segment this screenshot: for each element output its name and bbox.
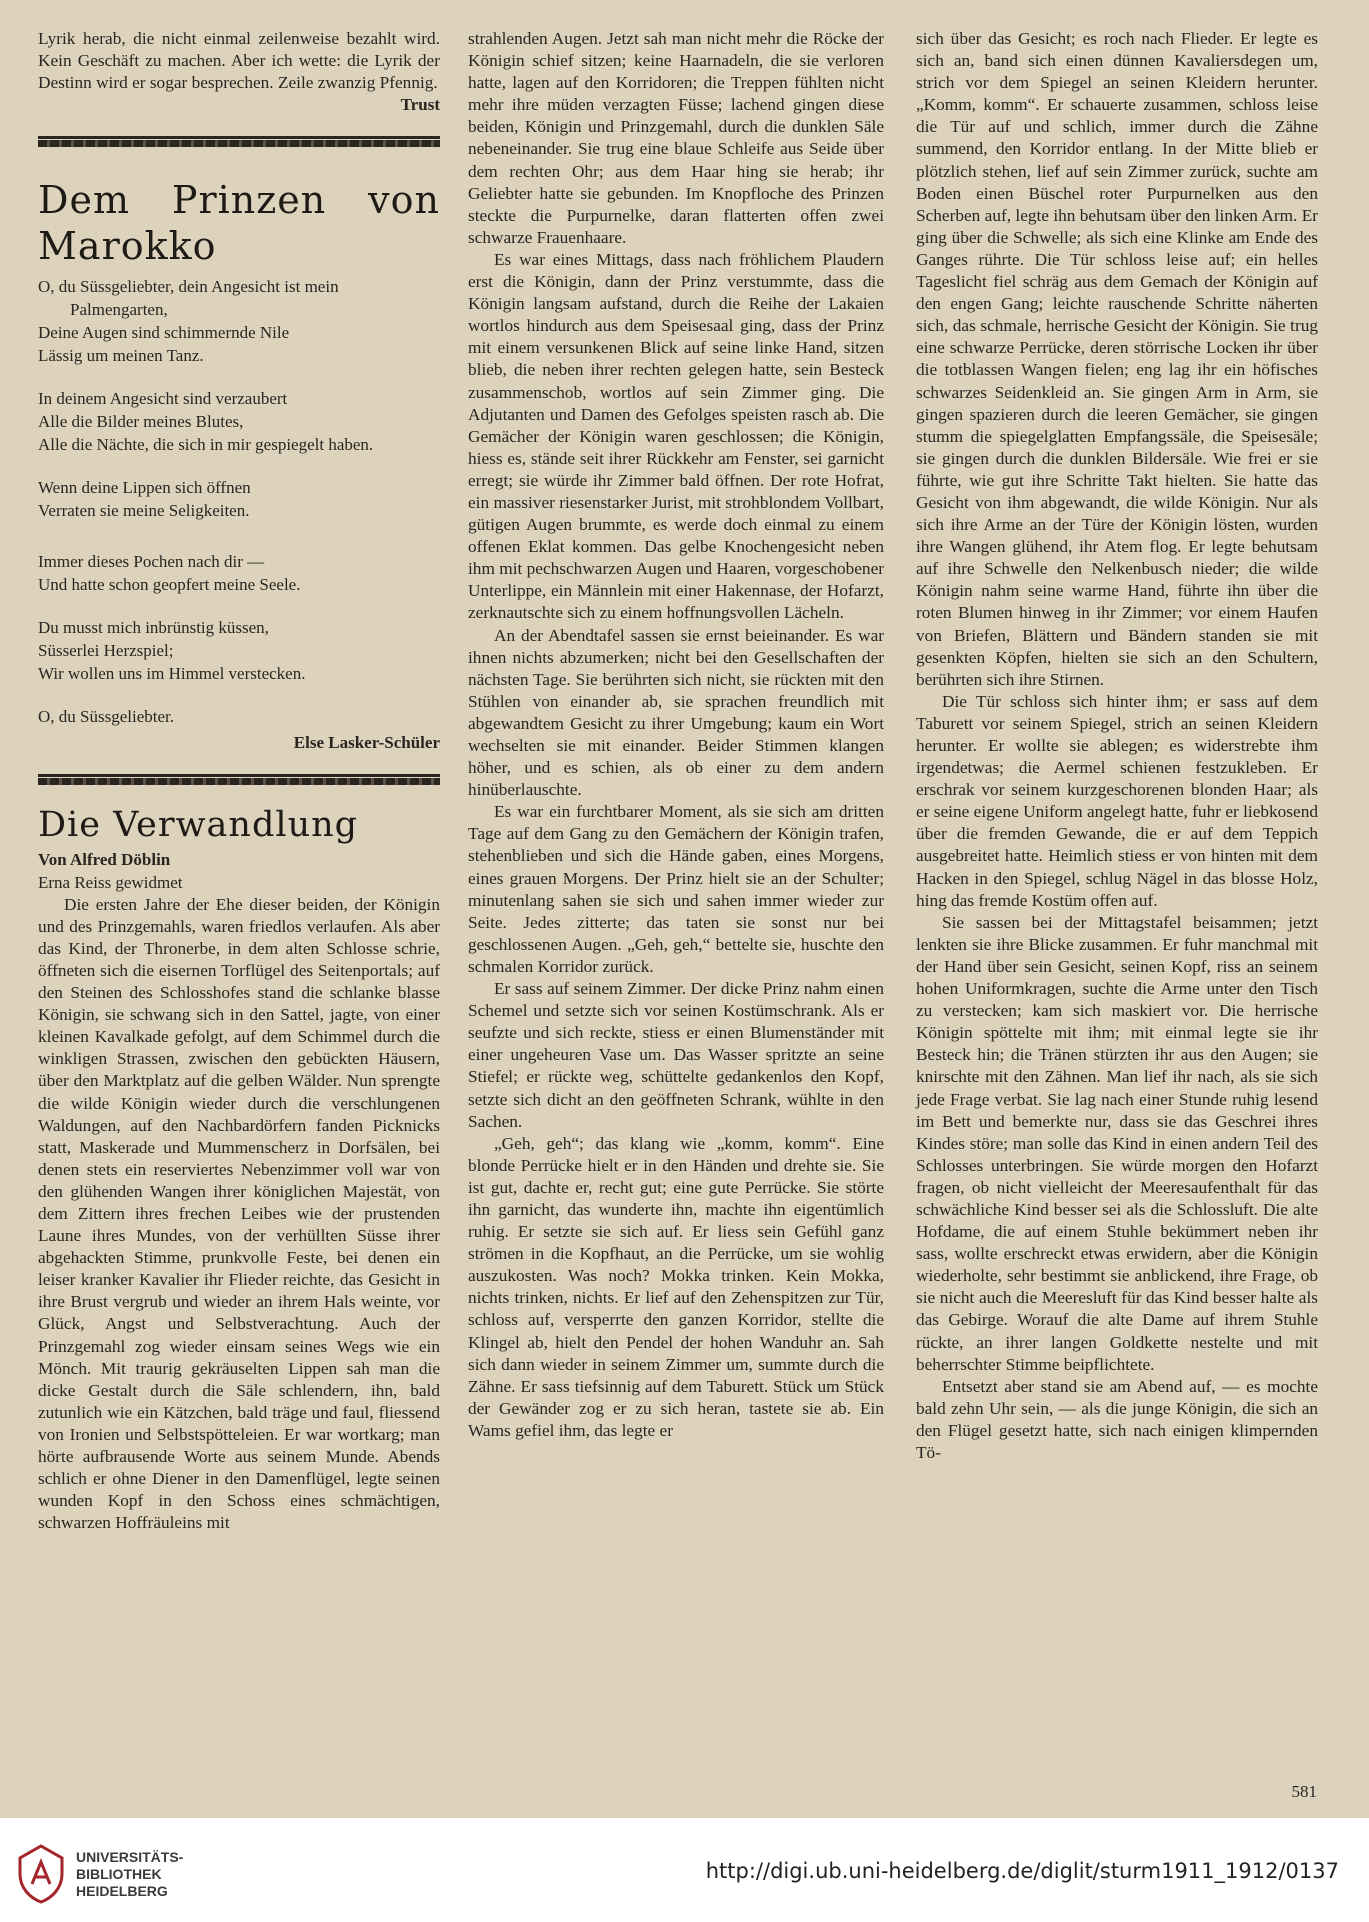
poem-stanza: [38, 550, 440, 596]
section-divider: [38, 136, 440, 147]
poem-line: Immer dieses Pochen nach dir —: [38, 552, 265, 572]
library-name: [76, 1849, 183, 1900]
poem-line: Süsserlei Herzspiel;: [38, 641, 174, 661]
story-paragraph: Sie sassen bei der Mittagstafel beisammen; jetzt lenkten sie ihre Blicke zusammen. Er fuhr manchmal mit der Hand über sein Gesicht, seinen Kopf, riss an seinem hohen Uniformkragen, suchte die Arme unter den Tisch zu verstecken; kam sich maskiert vor. Die herrische Königin spöttelte mit ihm; mit einmal legte sie ihr Besteck hin; die Tränen stürzten ihr aus den Augen; sie knirschte mit den Zähnen. Man lief ihr nach, als sie sich jede Frage verbat. Sie lag nach einer Stunde ruhig lesend im Bett und bemerkte nur, dass sie das Geschrei ihres Kindes störe; man solle das Kind in einen andern Teil des Schlosses unterbringen. Sie würde morgen den Hofarzt fragen, ob nicht vielleicht der Meeresaufenthalt für das schwächliche Kind besser sei als die Schlossluft. Die alte Hofdame, die auf einem Stuhle bekümmert neben ihr sass, wollte erschreckt etwas erwidern, aber die Königin wiederholte, sehr bestimmt sie anblickend, ihre Frage, ob sie nicht auch die Meeresluft für das Kind besser halte als das Gebirge. Worauf die alte Dame auf ihrem Stuhle rückte, an ihrer langen Goldkette nestelte und mit beherrschter Stimme beipflichtete.: [916, 912, 1318, 1374]
column-middle: [468, 28, 884, 1442]
intro-text: Lyrik herab, die nicht einmal zeilenweise bezahlt wird. Kein Geschäft zu machen. Aber ich wette: die Lyrik der Destinn wird er sogar besprechen. Zeile zwanzig Pfennig.: [38, 29, 440, 93]
poem-line: Deine Augen sind schimmernde Nile: [38, 323, 290, 343]
poem-line: Du musst mich inbrünstig küssen,: [38, 618, 269, 638]
intro-signature: Trust: [400, 95, 440, 115]
story-paragraph: Es war ein furchtbarer Moment, als sie sich am dritten Tage auf dem Gang zu den Gemächern der Königin trafen, stehenblieben und sich die Hände gaben, eines Morgens, eines grauen Morgens. Der Prinz hielt sie an der Schulter; minutenlang sahen sie sich und sahen immer wieder zur Seite. Jedes zitterte; das taten sie sonst nur bei geschlossenen Augen. „Geh, geh,“ bettelte sie, huschte den schmalen Korridor zurück.: [468, 802, 884, 976]
poem-line: Und hatte schon geopfert meine Seele.: [38, 575, 301, 595]
university-seal-icon: [18, 1844, 64, 1904]
poem-body: [38, 275, 440, 728]
poem-title: Dem Prinzen von Marokko: [38, 178, 440, 269]
story-dedication: Erna Reiss gewidmet: [38, 872, 183, 892]
poem-author: Else Lasker-Schüler: [293, 733, 440, 753]
poem-line: Wir wollen uns im Himmel verstecken.: [38, 664, 306, 684]
story-paragraph: Die ersten Jahre der Ehe dieser beiden, der Königin und des Prinzgemahls, waren friedlos verlaufen. Als aber das Kind, der Thronerbe, in dem alten Schlosse schrie, öffneten sich die eisernen Torflügel des Seitenportals; auf den Steinen des Schlosshofes stand die schlanke blasse Königin, sie schwang sich in den Sattel, jagte, von einer kleinen Kavalkade gefolgt, auf dem Schimmel durch die winkligen Strassen, zwischen den gebückten Häusern, über den Marktplatz auf die gelben Wälder. Nun sprengte die wilde Königin wieder durch die verschlungenen Waldungen, auf den Nachbardörfern fanden Picknicks statt, Maskerade und Mummenscherz in Dorfsälen, bei denen stets ein reserviertes Nebenzimmer voll war von den glühenden Wangen ihrer königlichen Majestät, von dem Zittern ihres frechen Leibes wie der prustenden Laune ihres Mundes, von der verhüllten Süsse ihrer abgehackten Stimme, prunkvolle Feste, bei denen ein leiser kranker Kavalier ihr Flieder reichte, das Gesicht in ihre Brust vergrub und wieder an ihrem Hals weinte, vor Glück, Angst und Selbstverachtung. Auch der Prinzgemahl zog wieder einsam seines Wegs wie ein Mönch. Mit traurig gekräuselten Lippen sah man die dicke Gestalt durch die Säle schlendern, ihn, bald zutunlich wie ein Kätzchen, bald träge und faul, fliessend von Ironien und Selbstspötteleien. Er war wortkarg; man hörte aufbrausende Worte aus seinem Munde. Abends schlich er ohne Diener in den Damenflügel, legte seinen wunden Kopf in den Schoss eines schmächtigen, schwarzen Hoffräuleins mit: [38, 894, 440, 1533]
story-paragraph: strahlenden Augen. Jetzt sah man nicht mehr die Röcke der Königin schief sitzen; keine Haarnadeln, die sie verloren hatte, lagen auf den Korridoren; die Treppen fühlten nicht mehr ihre müden verzagten Füsse; lachend gingen diese beiden, Königin und Prinzgemahl, durch die dunklen Säle nebeneinander. Sie trug eine blaue Schleife aus Seide über dem rechten Ohr; aus dem Haar hing sie herab; ihr Geliebter hatte sie gebunden. Im Knopfloche des Prinzen steckte die Purpurnelke, daran flatterten offen zwei schwarze Frauenhaare.: [468, 29, 884, 247]
column-right: [916, 28, 1318, 1464]
poem-line: Alle die Bilder meines Blutes,: [38, 412, 244, 432]
column-left: [38, 28, 440, 1534]
story-paragraph: Er sass auf seinem Zimmer. Der dicke Prinz nahm einen Schemel und setzte sich vor seinen Kostümschrank. Als er seufzte und sich reckte, stiess er einen Blumenständer mit einer ungeheuren Vase um. Das Wasser spritzte an seine Stiefel; er rückte weg, schüttelte gedankenlos den Kopf, setzte sich dicht an den geöffneten Schrank, wühlte in den Sachen.: [468, 979, 884, 1131]
library-name-line: UNIVERSITÄTS-: [76, 1849, 184, 1865]
poem-line: O, du Süssgeliebter, dein Angesicht ist mein: [38, 277, 339, 297]
story-paragraph: An der Abendtafel sassen sie ernst beieinander. Es war ihnen nichts abzumerken; nicht bei den Gesellschaften der nächsten Tage. Sie berührten sich nicht, sie rückten mit den Stühlen von einander ab, sie sprachen freundlich mit abgewandtem Gesicht zu ihrer Umgebung; kaum ein Wort wechselten sie mit einander. Beider Stimmen klangen höher, und es schien, als ob einer zu dem andern hinüberlauschte.: [468, 625, 884, 800]
library-name-line: HEIDELBERG: [76, 1883, 168, 1899]
poem-stanza: [38, 476, 440, 522]
story-paragraph: sich über das Gesicht; es roch nach Flieder. Er legte es sich an, band sich einen dünnen Kavaliersdegen um, strich vor dem Spiegel an seinen Kleidern herunter. „Komm, komm“. Er schauerte zusammen, schloss leise die Tür auf und schlich, immer durch die Zähne summend, den Korridor entlang. In der Mitte blieb er plötzlich stehen, lief auf sein Zimmer zurück, suchte am Boden einen Büschel roter Purpurnelken aus den Scherben auf, legte ihn behutsam über den linken Arm. Er ging über die Schwelle; als sich eine Klinke am Ende des Ganges rührte. Die Tür schloss leise auf; ein helles Tageslicht fiel schräg aus dem Gemach der Königin auf den engen Gang; leichte rauschende Schritte näherten sich, das schmale, herrische Gesicht der Königin. Sie trug eine schwarze Perrücke, deren störrische Locken ihr über die totblassen Wangen fielen; eng lag ihr ein höfisches schwarzes Seidenkleid an. Sie gingen Arm in Arm, sie gingen spazieren durch die leeren Gemächer, sie gingen stumm die spiegelglatten Empfangssäle, die Speisesäle; sie gingen durch die dunklen Bildersäle. Wie frei er sie führte, wie gut ihre Schritte Takt hielten. Sie hatte das Gesicht von ihm abgewandt, die wilde Königin. Nur als sich ihre Arme an der Türe der Königin lösten, wurden ihre Wangen glühend, ihr Atem flog. Er legte behutsam auf ihre Schwelle den Nelkenbusch nieder; die wilde Königin nahm seine warme Hand, führte ihn über die roten Blumen hinweg in ihr Zimmer; vor einem Haufen von Briefen, Blättern und Bändern standen sie mit gesenkten Köpfen, hielten sie sich an den Schultern, berührten sich ihre Stirnen.: [916, 29, 1318, 689]
footer-bar: [0, 1818, 1369, 1922]
story-title: Die Verwandlung: [38, 805, 359, 846]
poem-stanza: [38, 705, 440, 728]
story-paragraph: „Geh, geh“; das klang wie „komm, komm“. Eine blonde Perrücke hielt er in den Händen und drehte sie. Sie ist gut, dachte er, recht gut; eine gute Perrücke. Sie störte ihn garnicht, das wunderte ihn, machte ihn eigentümlich ruhig. Er setzte sie sich auf. Er liess sein Gefühl ganz strömen in die Kopfhaut, an die Perrücke, um sie wohlig auszukosten. Was noch? Mokka trinken. Kein Mokka, nichts trinken, nichts. Er lief auf den Zehenspitzen zur Tür, schloss auf, versperrte den ganzen Korridor, stellte die Klingel ab, hielt den Pendel der hohen Wanduhr an. Sah sich dann wieder in seinem Zimmer um, summte durch die Zähne. Er sass tiefsinnig auf dem Taburett. Stück um Stück der Gewänder zog er zu sich heran, tastete sie ab. Ein Wams gefiel ihm, das legte er: [468, 1133, 884, 1440]
story-paragraph: Entsetzt aber stand sie am Abend auf, — es mochte bald zehn Uhr sein, — als die junge Königin, die sich an den Flügel gesetzt hatte, sich nach einigen klimpernden Tö-: [916, 1376, 1318, 1462]
poem-line: Verraten sie meine Seligkeiten.: [38, 501, 250, 521]
source-url-link[interactable]: http://digi.ub.uni-heidelberg.de/diglit/sturm1911_1912/0137: [705, 1859, 1339, 1883]
story-paragraph: Es war eines Mittags, dass nach fröhlichem Plaudern erst die Königin, dann der Prinz verstummte, dass die Königin langsam aufstand, durch die Reihe der Lakaien wortlos hindurch aus dem Speisesaal ging, dass der Prinz mit einem versunkenen Blick auf seine linke Hand, sitzen blieb, die neben ihrer rechten gelegen hatte, sein Besteck zusammenschob, wortlos auf sein Zimmer ging. Die Adjutanten und Damen des Gefolges speisten rasch ab. Die Gemächer der Königin waren geschlossen; die Königin, hiess es, stände seit ihrer Rückkehr am Fenster, sei garnicht erregt; sie würde ihr Zimmer bald öffnen. Der rote Hofrat, ein massiver riesenstarker Jurist, mit strohblondem Vollbart, gütigen Augen brummte, es werde doch einmal zu einem offenen Eklat kommen. Das gelbe Knochengesicht neben ihm mit pechschwarzen Augen und Haaren, vorgeschobener Unterlippe, ein Männlein mit einer Hakennase, der Hofarzt, zerknautschte sich zu einem hoffnungsvollen Lächeln.: [468, 249, 884, 623]
poem-line: Lässig um meinen Tanz.: [38, 346, 204, 366]
poem-stanza: [38, 616, 440, 685]
poem-line: Palmengarten,: [70, 300, 168, 320]
story-author: Von Alfred Döblin: [38, 850, 171, 870]
poem-line: Alle die Nächte, die sich in mir gespiegelt haben.: [38, 435, 374, 455]
story-paragraph: Die Tür schloss sich hinter ihm; er sass auf dem Taburett vor seinem Spiegel, strich an seinen Kleidern herunter. Er wollte sie ablegen; es widerstrebte ihm irgendetwas; die Aermel schienen festzukleben. Er erschrak vor seinem kurzgeschorenen blonden Haar; als er seine eigene Uniform angelegt hatte, fuhr er liebkosend über die fremden Gewande, die er auf dem Teppich ausgebreitet hatte. Heimlich stiess er von hinten mit dem Hacken in den Spiegel, schlug Nägel in das blosse Holz, hing das fremde Kostüm offen auf.: [916, 691, 1318, 910]
poem-stanza: [38, 275, 440, 367]
section-divider: [38, 774, 440, 785]
poem-line: In deinem Angesicht sind verzaubert: [38, 389, 288, 409]
poem-stanza: [38, 387, 440, 456]
library-name-line: BIBLIOTHEK: [76, 1866, 162, 1882]
poem-line: O, du Süssgeliebter.: [38, 707, 174, 727]
page-number: 581: [1291, 1782, 1317, 1801]
poem-line: Wenn deine Lippen sich öffnen: [38, 478, 251, 498]
